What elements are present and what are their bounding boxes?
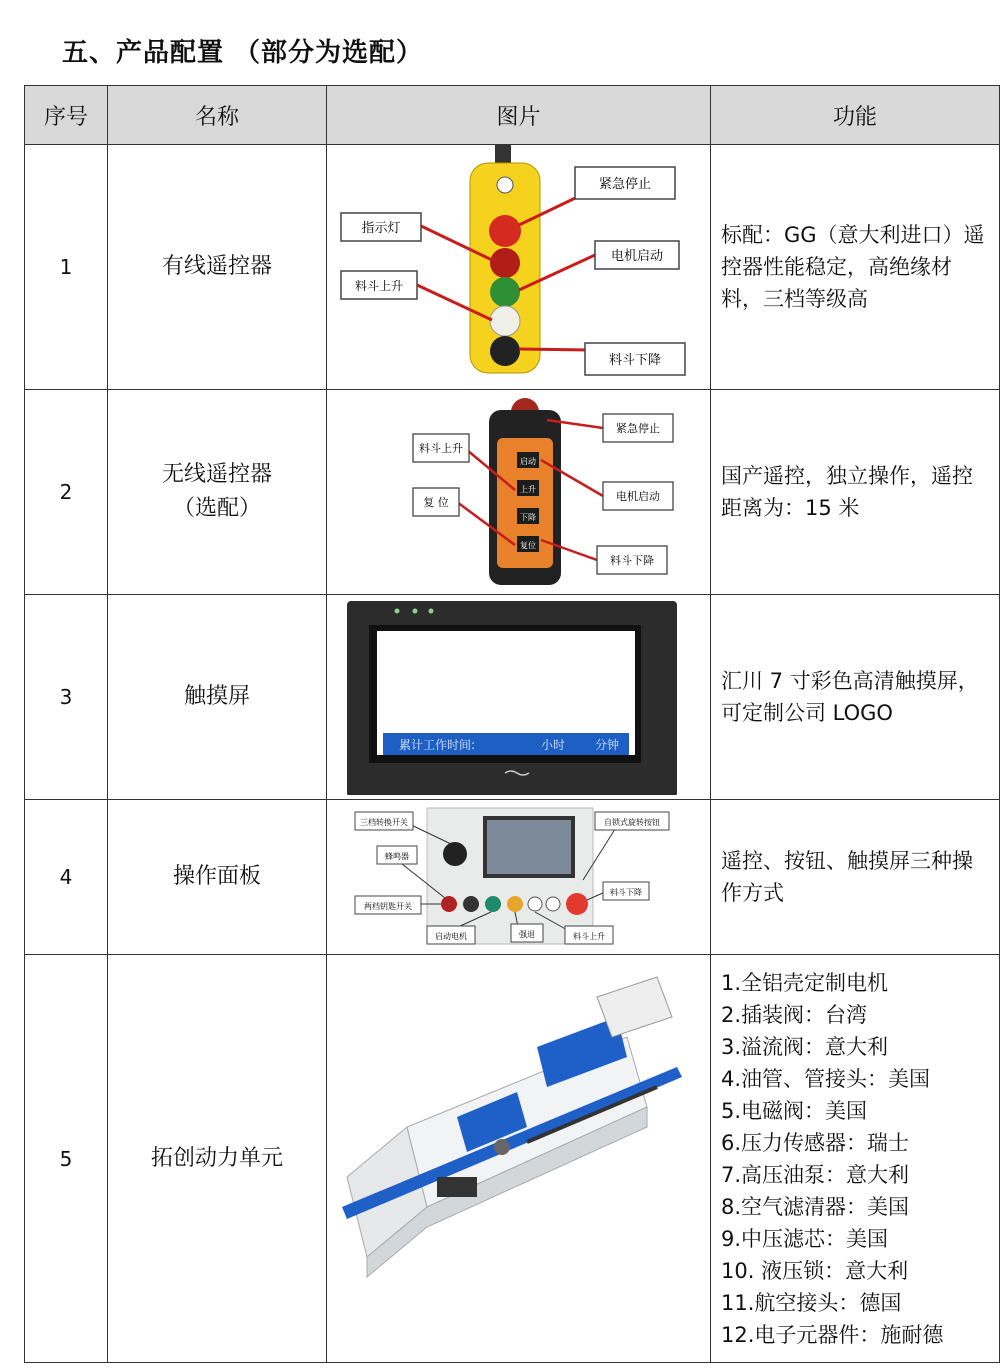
label-motor-start: 电机启动 [616,490,660,503]
row-function: 标配：GG（意大利进口）遥控器性能稳定，高绝缘材料，三档等级高 [711,145,1000,390]
label-hopper-down: 料斗下降 [610,888,642,897]
label-emergency-stop: 紧急停止 [598,177,652,192]
label-indicator: 指示灯 [361,221,401,236]
list-item: 12.电子元器件：施耐德 [721,1322,944,1347]
list-item: 1.全铝壳定制电机 [721,970,889,995]
list-item: 11.航空接头：德国 [721,1290,902,1315]
table-row [25,955,1000,1363]
row-function: 国产遥控，独立操作，遥控距离为：15 米 [711,390,1000,595]
row-function-list [711,955,1000,1363]
wireless-remote-image [327,390,711,595]
table-row [25,800,1000,955]
touch-screen-image [327,595,711,800]
label-switch: 三档转换开关 [360,818,408,827]
power-unit-image [327,955,711,1363]
label-hopper-up: 料斗上升 [573,932,605,941]
list-item: 8.空气滤清器：美国 [721,1194,910,1219]
row-num: 5 [25,955,108,1363]
row-num: 4 [25,800,108,955]
row-name: 触摸屏 [108,595,327,800]
btn-up-label: 上升 [520,485,536,494]
header-function: 功能 [711,86,1000,145]
wired-remote-image [327,145,711,390]
list-item: 5.电磁阀：美国 [721,1098,868,1123]
list-item: 9.中压滤芯：美国 [721,1226,889,1251]
screen-hour: 小时 [541,738,566,752]
row-name: 拓创动力单元 [108,955,327,1363]
section-title: 五、产品配置 （部分为选配） [62,38,424,68]
row-num: 2 [25,390,108,595]
control-panel-image [327,800,711,955]
list-item: 6.压力传感器：瑞士 [721,1130,910,1155]
label-force-retract: 强退 [519,930,535,939]
row-function: 汇川 7 寸彩色高清触摸屏，可定制公司 LOGO [711,595,1000,800]
header-num: 序号 [25,86,108,145]
row-name: 操作面板 [108,800,327,955]
label-hopper-up: 料斗上升 [354,279,404,293]
row-name-main: 无线遥控器 [161,462,272,487]
label-key-switch: 两档钥匙开关 [364,902,412,911]
screen-minute: 分钟 [595,738,620,752]
list-item: 7.高压油泵：意大利 [721,1162,910,1187]
label-rotary-button: 自锁式旋转按钮 [604,818,660,827]
table-row [25,595,1000,800]
label-emergency-stop: 紧急停止 [616,422,660,435]
btn-reset-label: 复位 [520,541,536,550]
label-hopper-up: 料斗上升 [419,442,463,455]
label-hopper-down: 料斗下降 [608,353,662,368]
list-item: 2.插装阀：台湾 [721,1002,868,1027]
header-image: 图片 [327,86,711,145]
list-item: 4.油管、管接头：美国 [721,1066,931,1091]
header-name: 名称 [108,86,327,145]
row-num: 1 [25,145,108,390]
label-motor-start: 电机启动 [610,249,664,264]
btn-down-label: 下降 [520,513,536,522]
table-row [25,390,1000,595]
label-start-motor: 启动电机 [435,932,467,941]
row-name [108,390,327,595]
label-hopper-down: 料斗下降 [610,554,654,567]
list-item: 10. 液压锁：意大利 [721,1258,909,1283]
label-buzzer: 蜂鸣器 [385,852,409,861]
row-num: 3 [25,595,108,800]
row-name: 有线遥控器 [108,145,327,390]
list-item: 3.溢流阀：意大利 [721,1034,889,1059]
btn-start-label: 启动 [520,457,536,466]
row-function: 遥控、按钮、触摸屏三种操作方式 [711,800,1000,955]
table-header [25,86,1000,145]
product-config-table [24,85,1000,1363]
screen-work-time: 累计工作时间: [399,738,476,752]
table-row [25,145,1000,390]
row-name-sub: （选配） [172,496,261,521]
label-reset: 复 位 [423,496,449,509]
